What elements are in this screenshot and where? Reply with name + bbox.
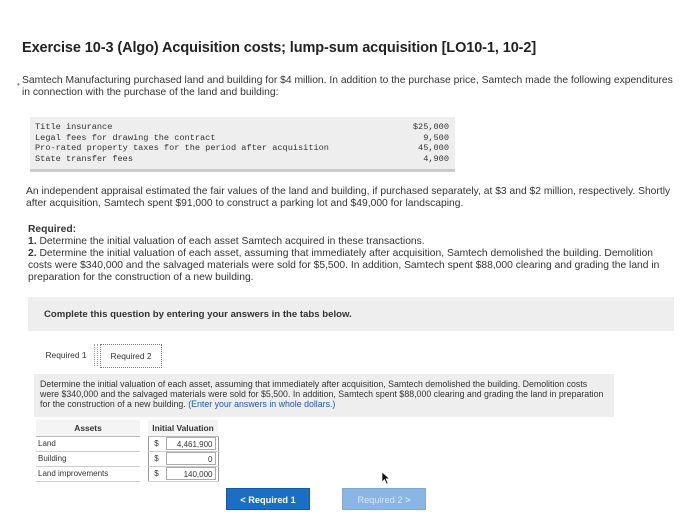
required-item-1: [28, 236, 678, 248]
exercise-title: Exercise 10-3 (Algo) Acquisition costs; lump-sum acquisition [LO10-1, 10-2]: [22, 40, 537, 56]
expenditure-amount: 9,500: [423, 132, 449, 143]
column-gap: [140, 436, 148, 451]
question-hint: (Enter your answers in whole dollars.): [188, 398, 336, 409]
currency-symbol: $: [148, 466, 164, 481]
intro-paragraph: [17, 75, 682, 99]
bullet-icon: •: [17, 80, 20, 89]
tab-required-2[interactable]: Required 2: [100, 344, 162, 368]
tab-panel-required-2: [34, 368, 614, 510]
input-value[interactable]: 4,461,900: [166, 437, 215, 450]
question-body: Determine the initial valuation of each asset, assuming that immediately after acquisition, Samtech demolished the building. Demolition costs were $340,000 and the salvaged materials were sold for $5,500. In addition, Samtech spent $88,000 clearing and grading the land in preparation for the construction of a new building.: [40, 379, 604, 409]
currency-symbol: $: [148, 436, 164, 451]
table-row: [36, 451, 218, 466]
chevron-left-icon: <: [240, 495, 246, 505]
table-row: [36, 466, 218, 481]
expenditure-label: State transfer fees: [35, 153, 133, 164]
land-improvements-valuation-input[interactable]: [164, 466, 218, 481]
intro-text: Samtech Manufacturing purchased land and building for $4 million. In addition to the purchase price, Samtech made the following expenditures in connection with the purchase of the land and building:: [22, 75, 673, 98]
required-item-2: [28, 248, 678, 284]
required-item-text: Determine the initial valuation of each asset Samtech acquired in these transactions.: [39, 236, 425, 247]
valuation-table: [36, 420, 219, 482]
tab-required-1[interactable]: Required 1: [45, 350, 87, 360]
column-header-assets: Assets: [36, 420, 140, 436]
required-item-number: 2.: [28, 248, 37, 259]
instructions-box: [28, 297, 674, 331]
tab-divider: [94, 344, 98, 366]
expenditure-amount: 4,900: [423, 153, 449, 164]
next-tab-button[interactable]: [342, 488, 426, 510]
expenditure-label: Title insurance: [35, 122, 113, 132]
expenditure-label: Legal fees for drawing the contract: [35, 132, 216, 143]
required-section: [28, 224, 678, 284]
asset-name: Land: [36, 436, 140, 451]
asset-name: Building: [36, 451, 140, 466]
column-gap: [140, 466, 148, 481]
expenditures-divider: [30, 169, 455, 171]
column-gap: [140, 451, 148, 466]
expenditure-amount: 45,000: [418, 143, 449, 153]
table-header-row: [36, 420, 218, 436]
expenditure-label: Pro-rated property taxes for the period after acquisition: [35, 143, 329, 153]
table-row: [36, 436, 218, 451]
previous-tab-label: Required 1: [248, 495, 296, 505]
building-valuation-input[interactable]: [164, 451, 218, 466]
expenditures-box: [30, 117, 455, 172]
required-heading: Required:: [28, 224, 77, 235]
asset-name: Land improvements: [36, 466, 140, 481]
input-value[interactable]: 140,000: [166, 467, 215, 480]
appraisal-paragraph: An independent appraisal estimated the fair values of the land and building, if purchased separately, at $3 and $2 million, respectively. Shortly after acquisition, Samtech spent $91,000 to construct a parking lot and $49,000 for landscaping.: [26, 186, 671, 209]
required-item-text: Determine the initial valuation of each asset, assuming that immediately after acquisition, Samtech demolished the building. Demolition costs were $340,000 and the salvaged materials were sold for $5,500. In addition, Samtech spent $88,000 clearing and grading the land in preparation for the construction of a new building.: [28, 248, 660, 283]
mouse-cursor-icon: [381, 471, 391, 485]
column-header-initial-valuation: Initial Valuation: [148, 420, 218, 436]
input-value[interactable]: 0: [166, 452, 215, 465]
chevron-right-icon: >: [405, 495, 411, 505]
expenditure-amount: $25,000: [412, 122, 449, 132]
column-gap: [140, 420, 148, 436]
complete-prompt: Complete this question by entering your answers in the tabs below.: [44, 309, 352, 320]
previous-tab-button[interactable]: [226, 488, 310, 510]
next-tab-label: Required 2: [357, 495, 403, 505]
required-item-number: 1.: [28, 236, 37, 247]
currency-symbol: $: [148, 451, 164, 466]
land-valuation-input[interactable]: [164, 436, 218, 451]
question-text: [40, 380, 605, 409]
